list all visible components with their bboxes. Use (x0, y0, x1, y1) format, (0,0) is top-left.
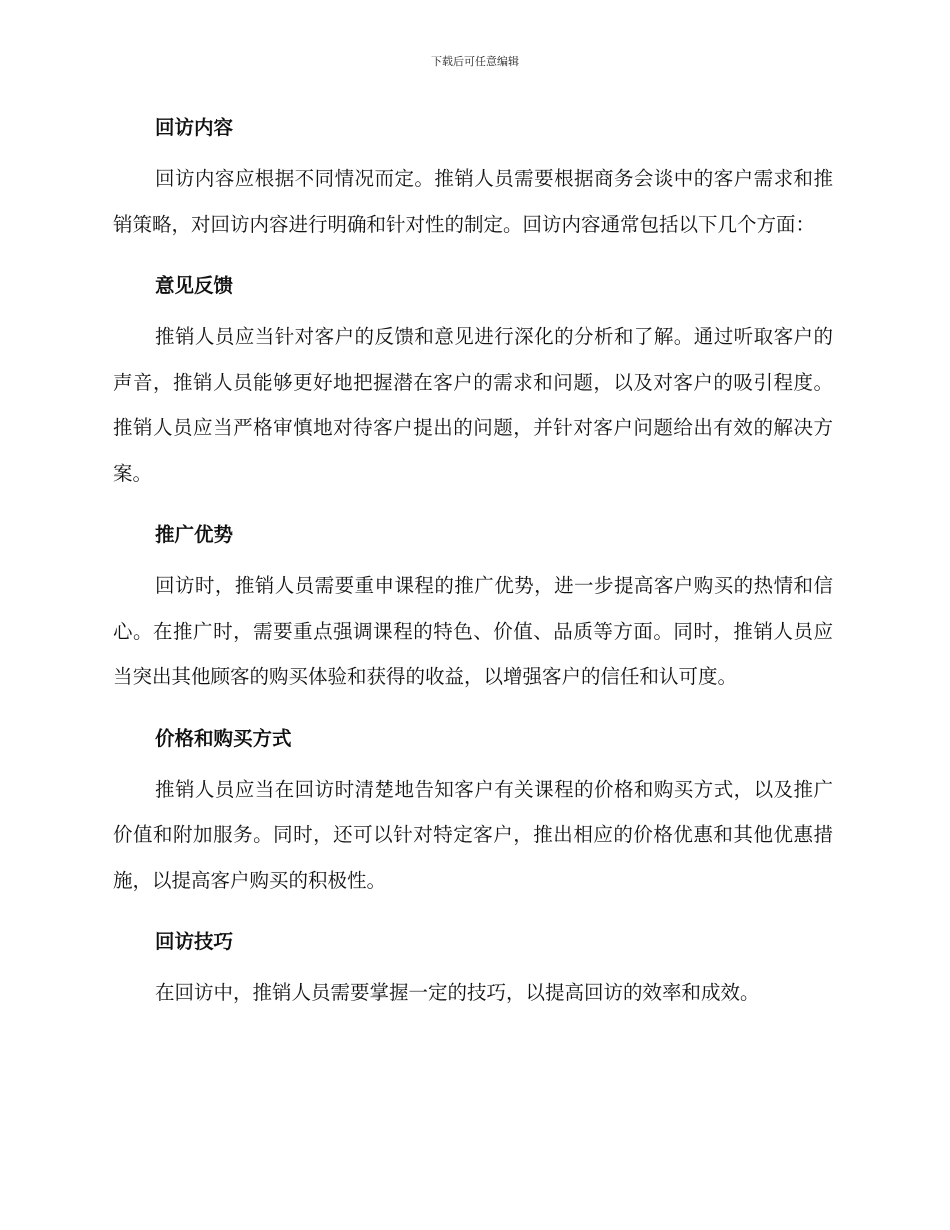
section-heading-return-visit-content: 回访内容 (155, 116, 234, 139)
document-body (113, 112, 833, 1016)
section-heading-promotion-advantages: 推广优势 (155, 523, 234, 546)
section-heading-visit-skills: 回访技巧 (155, 930, 234, 953)
page-header: 下载后可任意编辑 (431, 55, 519, 68)
section-paragraph-promotion-advantages: 回访时，推销人员需要重申课程的推广优势，进一步提高客户购买的热情和信心。在推广时，需要重点强调课程的特色、价值、品质等方面。同时，推销人员应当突出其他顾客的购买体验和获得的收益，以增强客户的信任和认可度。 (113, 574, 833, 688)
section-heading-price-and-purchase: 价格和购买方式 (155, 726, 292, 750)
section-paragraph-feedback: 推销人员应当针对客户的反馈和意见进行深化的分析和了解。通过听取客户的声音，推销人员能够更好地把握潜在客户的需求和问题，以及对客户的吸引程度。推销人员应当严格审慎地对待客户提出的问题，并针对客户问题给出有效的解决方案。 (113, 325, 833, 485)
section-paragraph-price-and-purchase: 推销人员应当在回访时清楚地告知客户有关课程的价格和购买方式，以及推广价值和附加服务。同时，还可以针对特定客户，推出相应的价格优惠和其他优惠措施，以提高客户购买的积极性。 (113, 777, 833, 892)
section-heading-feedback: 意见反馈 (155, 274, 234, 297)
section-paragraph-visit-skills: 在回访中，推销人员需要掌握一定的技巧，以提高回访的效率和成效。 (155, 981, 760, 1004)
section-paragraph-return-visit-content: 回访内容应根据不同情况而定。推销人员需要根据商务会谈中的客户需求和推销策略，对回访内容进行明确和针对性的制定。回访内容通常包括以下几个方面： (113, 167, 833, 236)
